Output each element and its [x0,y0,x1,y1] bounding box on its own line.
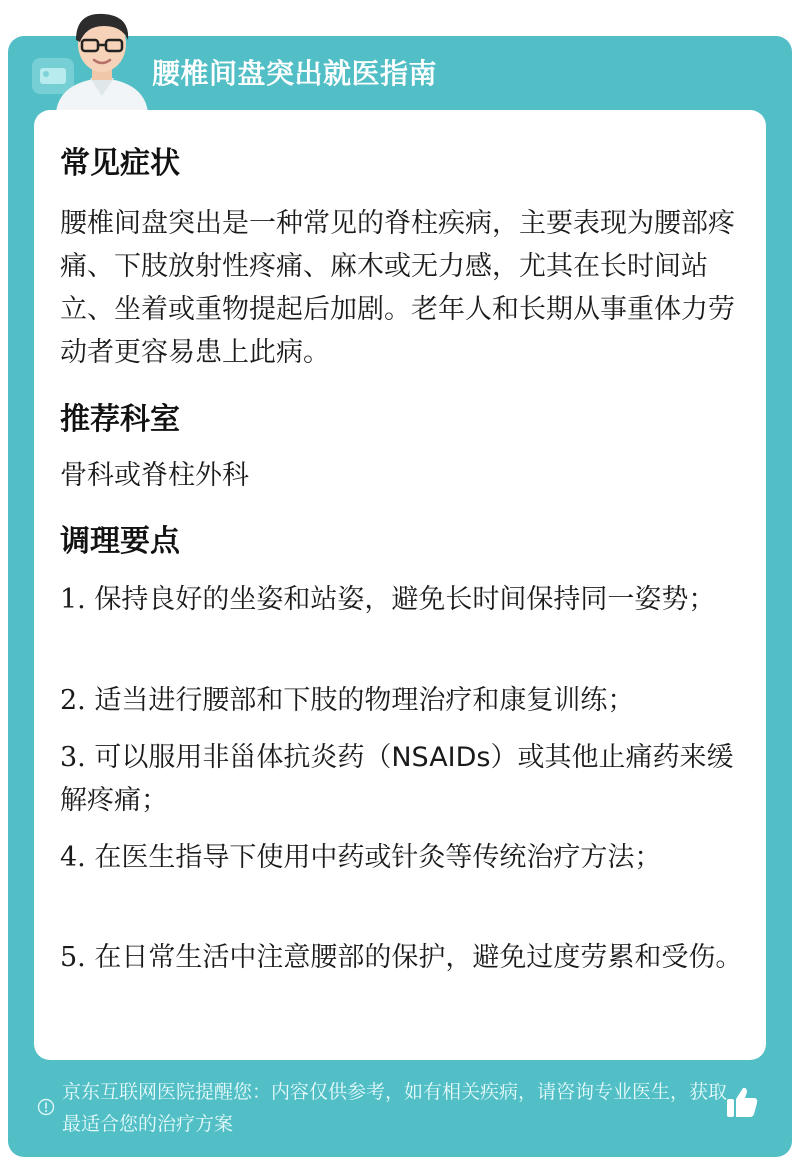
care-item-text: 在医生指导下使用中药或针灸等传统治疗方法； [94,842,662,873]
department-text: 骨科或脊柱外科 [60,460,249,491]
care-item-1 [60,578,750,621]
care-item-text: 在日常生活中注意腰部的保护，避免过度劳累和受伤。 [94,942,743,973]
care-item-number: 3. [60,742,86,773]
care-item-number: 5. [60,942,86,973]
symptoms-text: 腰椎间盘突出是一种常见的脊柱疾病，主要表现为腰部疼痛、下肢放射性疼痛、麻木或无力感，尤其在长时间站立、坐着或重物提起后加剧。老年人和长期从事重体力劳动者更容易患上此病。 [60,208,735,368]
symptoms-heading: 常见症状 [60,146,180,181]
care-item-4 [60,836,750,879]
care-heading: 调理要点 [60,524,180,559]
page-title: 腰椎间盘突出就医指南 [152,57,438,90]
care-item-number: 4. [60,842,86,873]
care-item-text: 适当进行腰部和下肢的物理治疗和康复训练； [94,685,635,716]
care-item-number: 1. [60,584,86,615]
department-heading: 推荐科室 [60,402,180,437]
disclaimer-text: 京东互联网医院提醒您：内容仅供参考，如有相关疾病，请咨询专业医生，获取最适合您的治疗方案 [62,1081,728,1135]
care-item-text: 保持良好的坐姿和站姿，避免长时间保持同一姿势； [94,584,716,615]
thumbs-up-icon[interactable] [724,1084,760,1120]
doctor-avatar [42,4,162,112]
care-item-number: 2. [60,685,86,716]
care-item-3 [60,736,750,822]
care-item-2 [60,679,750,722]
info-icon [37,1098,55,1116]
care-item-5 [60,936,750,979]
guide-card [34,110,766,1060]
care-item-text: 可以服用非甾体抗炎药（NSAIDs）或其他止痛药来缓解疼痛； [60,742,734,816]
